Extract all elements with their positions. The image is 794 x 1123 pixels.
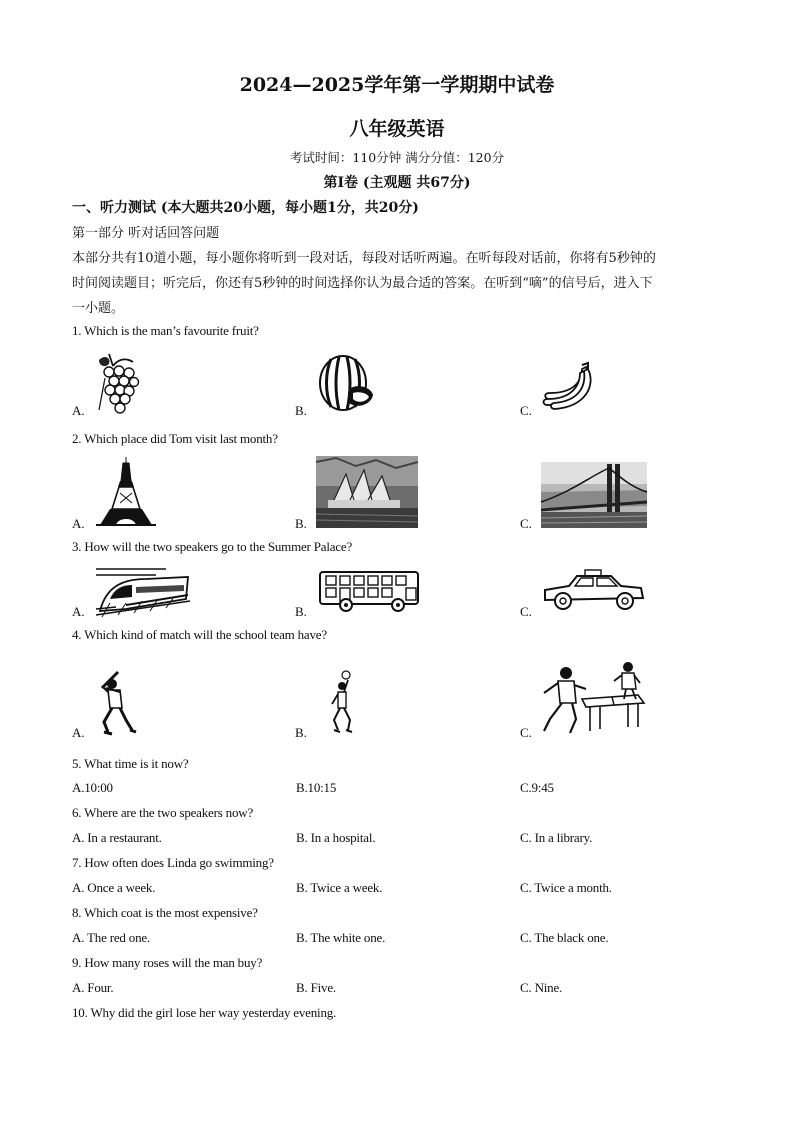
option-9a: A. Four. <box>72 980 114 995</box>
option-4b-label: B. <box>295 725 307 740</box>
exam-title: 2024—2025学年第一学期期中试卷 <box>239 74 555 96</box>
part-title: 第一部分 听对话回答问题 <box>72 226 220 241</box>
option-7b: B. Twice a week. <box>296 880 383 895</box>
question-7: 7. How often does Linda go swimming? <box>72 855 274 870</box>
option-7c: C. Twice a month. <box>520 880 612 895</box>
question-8: 8. Which coat is the most expensive? <box>72 905 258 920</box>
grapes-icon <box>95 352 143 414</box>
taxi-icon <box>541 568 647 612</box>
option-3a-label: A. <box>72 604 85 619</box>
option-8c: C. The black one. <box>520 930 609 945</box>
section-heading: 一、听力测试 (本大题共20小题，每小题1分，共20分) <box>72 200 419 216</box>
volleyball-player-icon <box>328 670 356 734</box>
option-6c: C. In a library. <box>520 830 593 845</box>
golden-gate-bridge-icon <box>541 462 647 528</box>
option-2a-label: A. <box>72 516 85 531</box>
question-5: 5. What time is it now? <box>72 756 189 771</box>
instructions-line-1: 本部分共有10道小题，每小题你将听到一段对话，每段对话听两遍。在听每段对话前，你将有5秒钟的 <box>72 251 656 266</box>
volume-heading: 第Ⅰ卷 (主观题 共67分) <box>323 175 471 191</box>
option-4c-label: C. <box>520 725 532 740</box>
bananas-icon <box>540 363 596 409</box>
option-8a: A. The red one. <box>72 930 150 945</box>
option-5c: C.9:45 <box>520 780 554 795</box>
question-2: 2. Which place did Tom visit last month? <box>72 431 278 446</box>
eiffel-tower-icon <box>96 457 156 527</box>
instructions-line-2: 时间阅读题目；听完后，你还有5秒钟的时间选择你认为最合适的答案。在听到“嘀”的信号后，进入下 <box>72 276 653 291</box>
ping-pong-players-icon <box>540 659 648 735</box>
option-8b: B. The white one. <box>296 930 386 945</box>
question-4: 4. Which kind of match will the school team have? <box>72 627 327 642</box>
question-1: 1. Which is the man’s favourite fruit? <box>72 323 259 338</box>
watermelon-icon <box>317 353 375 413</box>
option-1c-label: C. <box>520 403 532 418</box>
exam-info: 考试时间：110分钟 满分分值：120分 <box>289 150 505 165</box>
option-5b: B.10:15 <box>296 780 337 795</box>
baseball-player-icon <box>96 670 136 736</box>
subject-title: 八年级英语 <box>349 118 445 140</box>
question-3: 3. How will the two speakers go to the Summer Palace? <box>72 539 353 554</box>
option-7a: A. Once a week. <box>72 880 156 895</box>
option-6b: B. In a hospital. <box>296 830 376 845</box>
option-6a: A. In a restaurant. <box>72 830 162 845</box>
sydney-opera-house-icon <box>316 456 418 528</box>
option-1a-label: A. <box>72 403 85 418</box>
option-4a-label: A. <box>72 725 85 740</box>
train-icon <box>96 565 190 617</box>
question-9: 9. How many roses will the man buy? <box>72 955 263 970</box>
option-2c-label: C. <box>520 516 532 531</box>
question-10: 10. Why did the girl lose her way yesterday evening. <box>72 1005 337 1020</box>
option-2b-label: B. <box>295 516 307 531</box>
option-3b-label: B. <box>295 604 307 619</box>
instructions-line-3: 一小题。 <box>72 301 125 316</box>
option-1b-label: B. <box>295 403 307 418</box>
option-3c-label: C. <box>520 604 532 619</box>
option-9c: C. Nine. <box>520 980 563 995</box>
option-9b: B. Five. <box>296 980 336 995</box>
option-5a: A.10:00 <box>72 780 113 795</box>
question-6: 6. Where are the two speakers now? <box>72 805 254 820</box>
bus-icon <box>318 570 422 612</box>
